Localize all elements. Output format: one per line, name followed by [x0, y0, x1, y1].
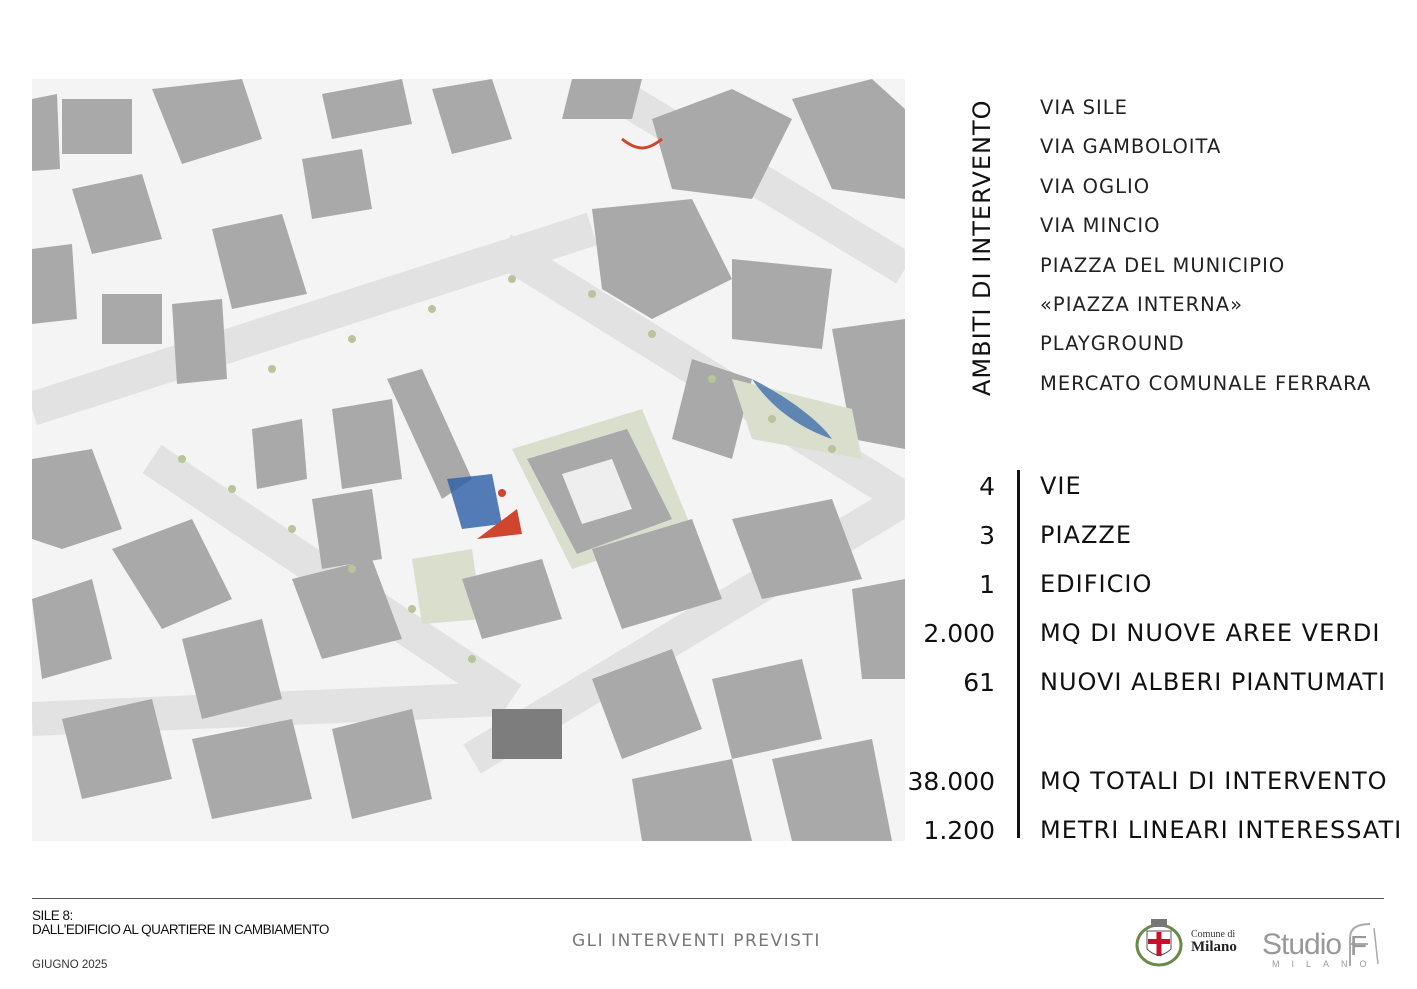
stat-value: 1 [979, 570, 995, 599]
site-plan-map [32, 79, 905, 841]
milano-coat-of-arms-icon [1133, 915, 1185, 969]
comune-label: Comune di [1191, 929, 1236, 940]
studio-city: MILANO [1272, 959, 1379, 969]
document-date: GIUGNO 2025 [32, 959, 108, 971]
stat-value: 3 [979, 521, 995, 550]
stat-value: 4 [979, 472, 995, 501]
scope-item: VIA GAMBOLOITA [1040, 135, 1222, 159]
scope-list [1040, 94, 1371, 409]
project-title-line2: DALL'EDIFICIO AL QUARTIERE IN CAMBIAMENTO [32, 922, 329, 937]
stat-row [880, 767, 1417, 801]
stat-row [880, 521, 1417, 555]
stat-label: EDIFICIO [1040, 570, 1153, 598]
project-title-line1: SILE 8: [32, 908, 73, 923]
scope-heading: AMBITI DI INTERVENTO [968, 99, 996, 396]
scope-item: PIAZZA DEL MUNICIPIO [1040, 253, 1286, 277]
stat-row [880, 668, 1417, 702]
scope-item: «PIAZZA INTERNA» [1040, 292, 1244, 316]
stat-value: 2.000 [923, 619, 995, 648]
stat-label: PIAZZE [1040, 521, 1133, 549]
stat-row [880, 472, 1417, 506]
scope-item: VIA SILE [1040, 96, 1128, 119]
comune-di-milano-logo [1133, 915, 1248, 969]
stat-label: MQ DI NUOVE AREE VERDI [1040, 619, 1381, 647]
scope-item: VIA OGLIO [1040, 174, 1151, 198]
footer-divider [32, 898, 1384, 899]
comune-name: Milano [1191, 939, 1237, 955]
stat-label: METRI LINEARI INTERESSATI [1040, 816, 1403, 844]
stat-row [880, 619, 1417, 653]
scope-item: PLAYGROUND [1040, 332, 1185, 356]
studio-f-mark: F [1350, 930, 1368, 961]
stat-label: NUOVI ALBERI PIANTUMATI [1040, 668, 1387, 696]
studio-wordmark: Studio [1262, 928, 1342, 961]
project-title [32, 909, 329, 937]
map-drawing [32, 79, 905, 841]
slide-title: GLI INTERVENTI PREVISTI [572, 931, 821, 951]
scope-item: MERCATO COMUNALE FERRARA [1040, 371, 1372, 395]
stat-label: MQ TOTALI DI INTERVENTO [1040, 767, 1388, 795]
stat-row [880, 816, 1417, 850]
stat-label: VIE [1040, 472, 1082, 500]
stat-value: 1.200 [923, 816, 995, 845]
stat-row [880, 570, 1417, 604]
stat-value: 38.000 [907, 767, 995, 796]
studio-f-logo [1262, 920, 1392, 976]
scope-item: VIA MINCIO [1040, 214, 1161, 238]
stat-value: 61 [963, 668, 995, 697]
